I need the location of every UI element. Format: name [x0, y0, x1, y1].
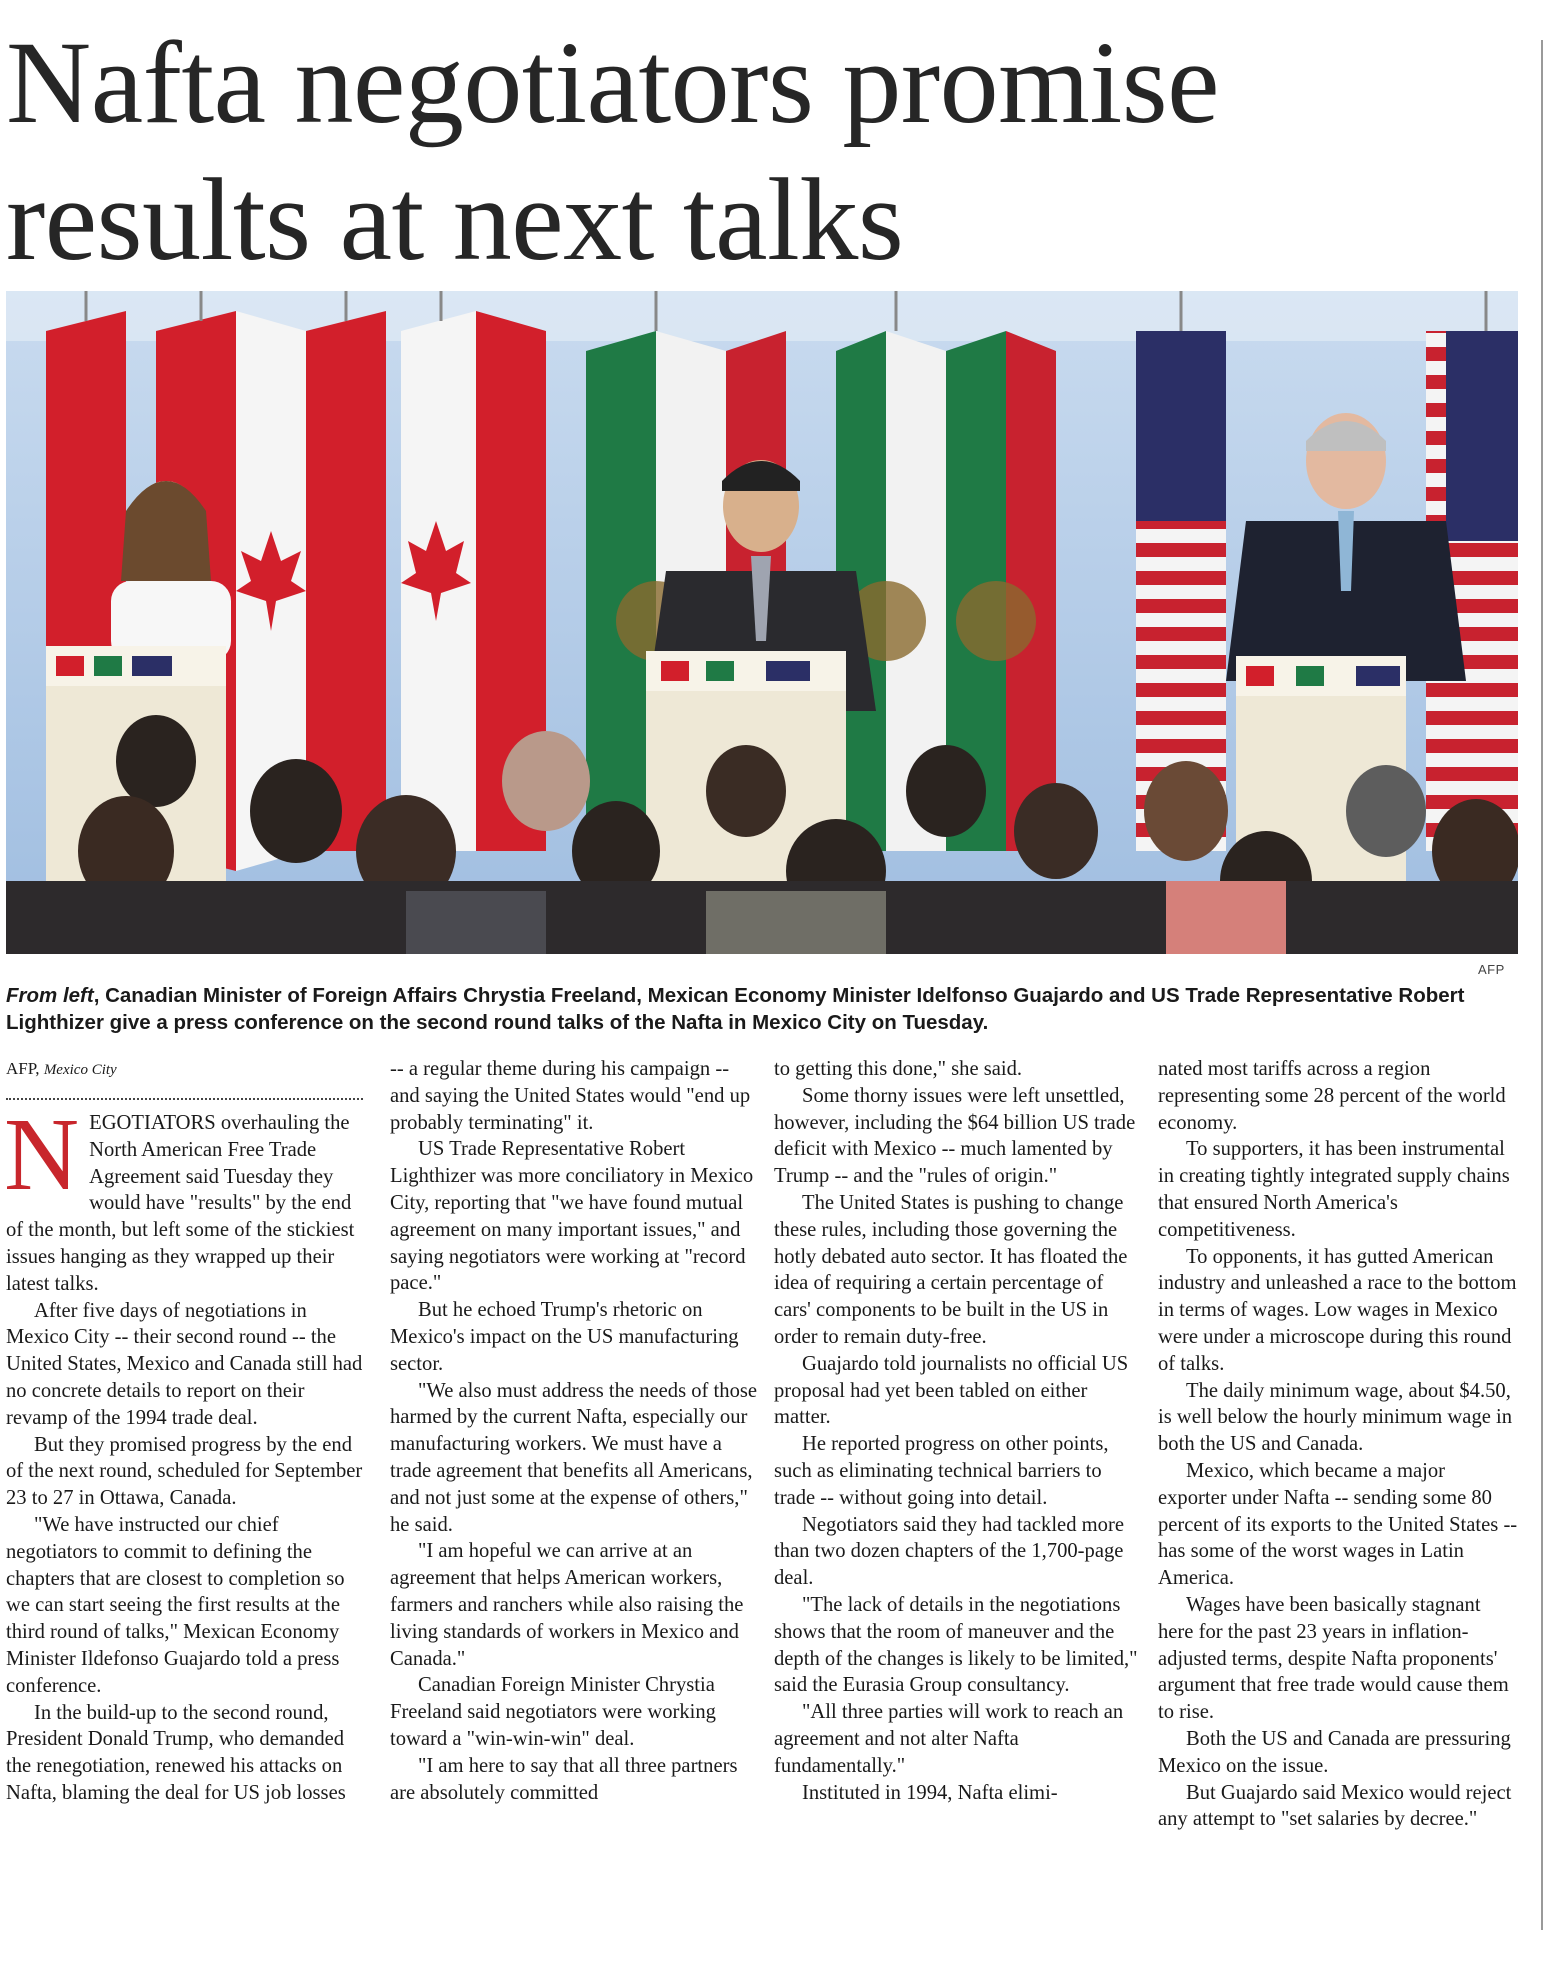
press-conference-photo	[6, 291, 1518, 954]
lead-text: overhauling the North American Free Trade Agreement said Tuesday they would have "results" by the end of the month, but left some of the stickiest issues hanging as they wrapped up their latest talks.	[6, 1112, 355, 1295]
photo-caption	[6, 982, 1516, 1036]
article-paragraph: After five days of negotiations in Mexico City -- their second round -- the United States, Mexico and Canada still had no concrete details to report on their revamp of the 1994 trade deal.	[6, 1299, 363, 1429]
headline-line-2: results at next talks	[6, 154, 904, 285]
article-paragraph: But Guajardo said Mexico would reject any attempt to "set salaries by decree."	[1158, 1781, 1512, 1831]
article-paragraph: "I am hopeful we can arrive at an agreement that helps American workers, farmers and ranchers while also raising the living standards of workers in Mexico and Canada."	[390, 1540, 744, 1670]
article-paragraph: "We also must address the needs of those harmed by the current Nafta, especially our manufacturing workers. We must have a trade agreement that benefits all Americans, and not just some at the expense of others," he said.	[390, 1379, 758, 1536]
drop-cap: N	[4, 1097, 80, 1212]
headline	[6, 14, 1536, 288]
article-paragraph: Both the US and Canada are pressuring Mexico on the issue.	[1158, 1727, 1511, 1777]
article-paragraph: Some thorny issues were left unsettled, however, including the $64 billion US trade deficit with Mexico -- much lamented by Trump -- and the "rules of origin."	[774, 1084, 1136, 1188]
caption-lead: From left	[6, 984, 94, 1007]
article-paragraph: "I am here to say that all three partners are absolutely committed	[390, 1754, 738, 1804]
byline-place: Mexico City	[43, 1062, 117, 1078]
byline-agency: AFP,	[6, 1059, 40, 1078]
byline	[6, 1059, 117, 1079]
article-paragraph: Guajardo told journalists no official US proposal had yet been tabled on either matter.	[774, 1352, 1129, 1429]
article-paragraph: To opponents, it has gutted American industry and unleashed a race to the bottom in terms of wages. Low wages in Mexico were under a microscope during this round of talks.	[1158, 1245, 1517, 1375]
article-column-1	[4, 1097, 366, 1807]
article-paragraph: Canadian Foreign Minister Chrystia Freeland said negotiators were working toward a "win-win-win" deal.	[390, 1674, 716, 1750]
article-paragraph: -- a regular theme during his campaign -- and saying the United States would "end up probably terminating" it.	[390, 1058, 751, 1134]
article-paragraph: But he echoed Trump's rhetoric on Mexico's impact on the US manufacturing sector.	[390, 1299, 739, 1375]
article-column-2	[390, 1056, 760, 1806]
column-rule	[1541, 40, 1543, 1930]
article-paragraph: The United States is pushing to change these rules, including those governing the hotly debated auto sector. It has floated the idea of requiring a certain percentage of cars' components to be built in the US in order to remain duty-free.	[774, 1191, 1128, 1348]
article-paragraph: "All three parties will work to reach an agreement and not alter Nafta fundamentally."	[774, 1701, 1124, 1777]
article-paragraph: To supporters, it has been instrumental in creating tightly integrated supply chains that ensured North America's competitiveness.	[1158, 1138, 1510, 1241]
article-column-4	[1158, 1056, 1518, 1833]
caption-text: , Canadian Minister of Foreign Affairs Chrystia Freeland, Mexican Economy Minister Idelfonso Guajardo and US Trade Representative Robert Lighthizer give a press conference on the second round talks of the Nafta in Mexico City on Tuesday.	[6, 984, 1465, 1034]
article-paragraph: nated most tariffs across a region representing some 28 percent of the world economy.	[1158, 1058, 1506, 1134]
article-paragraph: He reported progress on other points, such as eliminating technical barriers to trade -- without going into detail.	[774, 1433, 1109, 1509]
article-paragraph: "We have instructed our chief negotiators to commit to defining the chapters that are closest to completion so we can start seeing the first results at the third round of talks," Mexican Economy Minister Ildefonso Guajardo told a press conference.	[6, 1513, 345, 1697]
lead-caps: EGOTIATORS	[89, 1112, 216, 1134]
article-paragraph: Negotiators said they had tackled more than two dozen chapters of the 1,700-page deal.	[774, 1513, 1124, 1590]
article-column-3	[774, 1056, 1144, 1806]
article-paragraph: "The lack of details in the negotiations shows that the room of maneuver and the depth of the changes is likely to be limited," said the Eurasia Group consultancy.	[774, 1593, 1138, 1697]
article-paragraph: Mexico, which became a major exporter under Nafta -- sending some 80 percent of its exports to the United States -- has some of the worst wages in Latin America.	[1158, 1459, 1518, 1590]
article-paragraph: But they promised progress by the end of the next round, scheduled for September 23 to 27 in Ottawa, Canada.	[6, 1433, 363, 1510]
article-paragraph: The daily minimum wage, about $4.50, is well below the hourly minimum wage in both the US and Canada.	[1158, 1379, 1513, 1456]
article-paragraph: Wages have been basically stagnant here for the past 23 years in inflation-adjusted terms, despite Nafta proponents' argument that free trade would cause them to rise.	[1158, 1593, 1509, 1724]
photo-credit: AFP	[1478, 962, 1505, 977]
article-paragraph: to getting this done," she said.	[774, 1058, 1023, 1080]
article-paragraph: Instituted in 1994, Nafta elimi-	[802, 1781, 1058, 1804]
headline-line-1: Nafta negotiators promise	[6, 17, 1220, 148]
article-paragraph	[4, 1097, 366, 1298]
article-paragraph: US Trade Representative Robert Lighthizer was more conciliatory in Mexico City, reporting that "we have found mutual agreement on many important issues," and saying negotiators were working at "record pace."	[390, 1138, 754, 1295]
article-paragraph: In the build-up to the second round, President Donald Trump, who demanded the renegotiation, renewed his attacks on Nafta, blaming the deal for US job losses	[6, 1701, 346, 1804]
